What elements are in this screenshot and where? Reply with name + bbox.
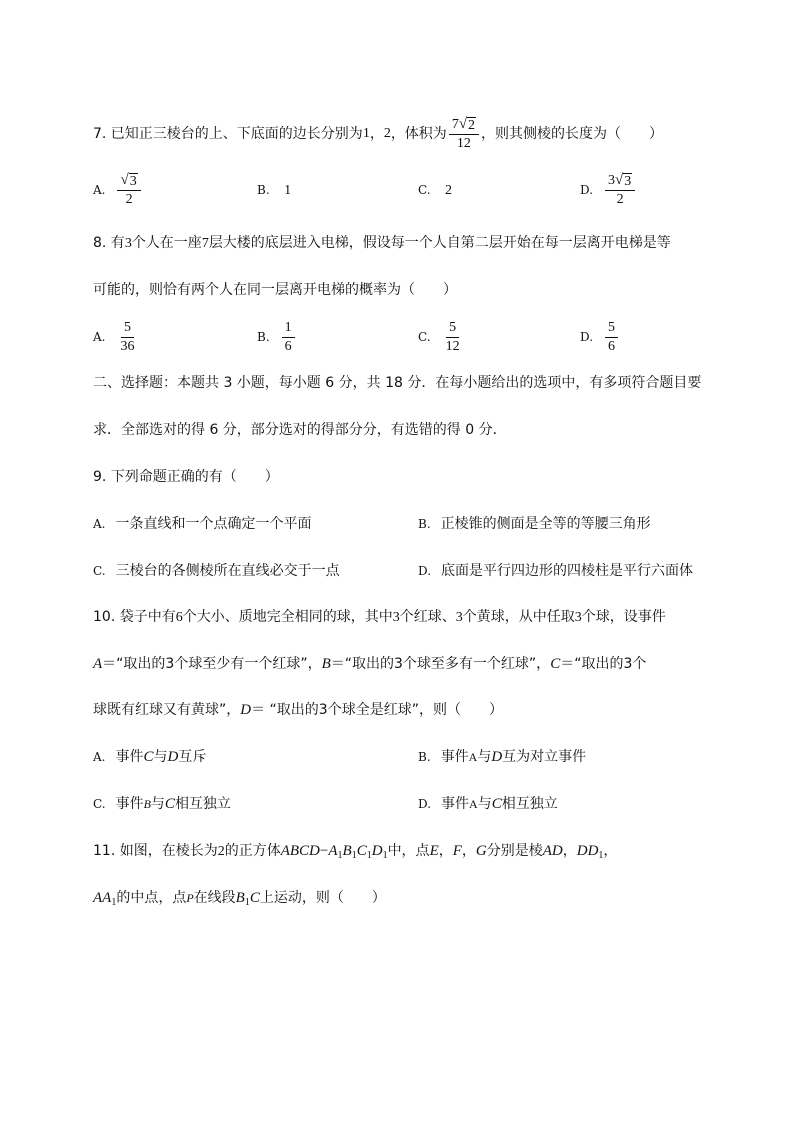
q10-text-a: 10. 袋子中有 — [93, 609, 176, 625]
option-label: B. — [418, 517, 431, 531]
option-post: 互斥 — [178, 749, 207, 765]
segment-b1c — [236, 890, 260, 906]
subscript-1: 1 — [351, 850, 357, 861]
vertex-a1: A — [328, 843, 338, 859]
q10-text-d: 个黄球，从中任取 — [462, 609, 575, 625]
option-pre: 事件 — [441, 796, 470, 812]
point-p: P — [186, 891, 194, 905]
numerator: 1 — [282, 319, 295, 338]
subscript-1: 1 — [598, 850, 604, 861]
option-pre: 事件 — [440, 749, 469, 765]
q11-stem-line1 — [93, 841, 617, 866]
subscript-1: 1 — [244, 897, 250, 908]
q9-stem: 9. 下列命题正确的有（ ） — [93, 469, 279, 485]
q10-stem-line2 — [93, 654, 646, 674]
option-event-1: A — [469, 797, 478, 811]
q7-option-b-value: 1 — [284, 183, 292, 198]
denominator: 6 — [608, 338, 616, 354]
q7-volume-radicand: 2 — [468, 118, 476, 133]
point-e: E — [429, 843, 439, 859]
q10-option-a[interactable] — [93, 747, 206, 767]
option-event-1: C — [143, 749, 154, 765]
vertex-b1: B — [342, 843, 352, 859]
option-event-1: B — [143, 797, 151, 811]
comma: ， — [438, 843, 453, 859]
q7-option-a[interactable] — [93, 170, 143, 210]
denominator: 6 — [284, 338, 292, 354]
numerator: 5 — [446, 319, 459, 338]
q10-text-c: 个红球、 — [399, 609, 456, 625]
subscript-1: 1 — [337, 850, 343, 861]
option-label: C. — [93, 564, 106, 578]
option-text: 一条直线和一个点确定一个平面 — [115, 516, 312, 532]
option-label: A. — [93, 517, 106, 531]
q11-line2-text-b: 在线段 — [193, 890, 236, 906]
q8-option-d[interactable] — [580, 317, 620, 357]
q7-option-c[interactable] — [418, 180, 452, 201]
numerator: 5 — [121, 319, 134, 338]
q8-stem-line1 — [93, 233, 671, 254]
subscript-1: 1 — [382, 850, 388, 861]
q9-option-d[interactable] — [418, 561, 693, 581]
option-label: D. — [418, 797, 432, 811]
q11-prefix: 11. 如图，在棱长为 — [93, 843, 218, 859]
vertex-d1: D — [371, 843, 383, 859]
q8-text-a: 8. 有 — [93, 235, 125, 251]
q10-n-draw: 3 — [574, 610, 582, 625]
q8-option-a[interactable] — [93, 317, 139, 357]
option-mid: 与 — [477, 749, 492, 765]
option-text: 三棱台的各侧棱所在直线必交于一点 — [115, 563, 340, 579]
edge-aa-letters: AA — [93, 890, 112, 906]
q11-line2-text-a: 的中点，点 — [116, 890, 187, 906]
option-post: 互为对立事件 — [502, 749, 587, 765]
q7-option-d-fraction — [605, 171, 635, 209]
q7-volume-numerator — [449, 115, 479, 135]
q8-num-people: 3 — [124, 236, 132, 251]
edge-dd1 — [577, 843, 604, 859]
option-mid: 与 — [477, 796, 492, 812]
cube-dash: − — [319, 843, 329, 859]
comma: ， — [562, 843, 577, 859]
q7-top-edge: 1 — [362, 126, 370, 141]
q8-text-c: 层大楼的底层进入电梯，假设每一个人自第二层开始在每一层离开电梯是等 — [208, 235, 671, 251]
q7-option-a-radicand: 3 — [129, 174, 137, 189]
q7-stem — [93, 114, 663, 154]
event-c-definition: ＝“取出的3个 — [560, 656, 647, 672]
q7-volume-coef: 7 — [451, 117, 459, 132]
option-label: D. — [580, 330, 594, 344]
subscript-1: 1 — [366, 850, 372, 861]
option-label: B. — [257, 330, 270, 344]
q9-option-c[interactable] — [93, 561, 340, 581]
edge-ad: AD — [542, 843, 563, 859]
q7-separator: ， — [369, 126, 384, 142]
event-b-symbol: B — [321, 656, 331, 672]
q11-stem-line2 — [93, 888, 386, 913]
q8-option-c[interactable] — [418, 317, 465, 357]
event-c-symbol: C — [550, 656, 561, 672]
option-label: C. — [418, 330, 431, 344]
q11-edge-length: 2 — [217, 844, 225, 859]
q10-option-b[interactable] — [418, 747, 586, 767]
option-pre: 事件 — [115, 796, 144, 812]
q11-of-edges-text: 分别是棱 — [486, 843, 543, 859]
q7-option-a-fraction — [117, 171, 140, 209]
q7-option-d-denominator: 2 — [616, 192, 624, 207]
option-label: A. — [93, 330, 106, 344]
q7-option-b[interactable] — [257, 180, 291, 201]
comma: ， — [603, 843, 618, 859]
option-text: 正棱锥的侧面是全等的等腰三角形 — [440, 516, 651, 532]
option-label: A. — [93, 750, 106, 764]
option-label: D. — [418, 564, 432, 578]
option-event-2: D — [167, 749, 179, 765]
q8-floors: 7 — [201, 236, 209, 251]
subscript-1: 1 — [111, 897, 117, 908]
q10-text-e: 个球，设事件 — [581, 609, 666, 625]
option-label: B. — [418, 750, 431, 764]
segment-b: B — [235, 890, 245, 906]
q10-line3-text-b: ＝ “取出的3个球全是红球”，则（ ） — [251, 702, 503, 718]
q7-mid-text: ，体积为 — [390, 126, 447, 142]
q7-option-c-value: 2 — [445, 183, 453, 198]
sqrt-icon: √ — [615, 172, 624, 188]
q7-option-d[interactable] — [580, 170, 637, 210]
numerator: 5 — [605, 319, 618, 338]
q7-bottom-edge: 2 — [383, 126, 391, 141]
q11-line2-text-c: 上运动，则（ ） — [259, 890, 386, 906]
q11-mid-text: 的正方体 — [224, 843, 281, 859]
event-d-symbol: D — [240, 702, 252, 718]
q10-line3-text-a: 球既有红球又有黄球”， — [93, 702, 241, 718]
q11-cube-name — [281, 843, 388, 859]
q7-option-a-denominator: 2 — [125, 192, 133, 207]
q10-option-c[interactable] — [93, 794, 231, 814]
q8-stem-line2: 可能的，则恰有两个人在同一层离开电梯的概率为（ ） — [93, 282, 457, 298]
option-pre: 事件 — [115, 749, 144, 765]
option-event-2: C — [164, 796, 175, 812]
q7-volume-fraction — [449, 115, 479, 153]
q9-option-b[interactable] — [418, 514, 651, 534]
q10-option-d[interactable] — [418, 794, 558, 814]
option-label: C. — [93, 797, 106, 811]
event-b-definition: ＝“取出的3个球至多有一个红球”， — [330, 656, 551, 672]
q9-option-a[interactable] — [93, 514, 311, 534]
denominator: 36 — [120, 338, 135, 354]
edge-aa1 — [93, 890, 116, 906]
q8-option-a-fraction — [117, 319, 137, 356]
q7-volume-denominator: 12 — [456, 136, 471, 151]
q8-option-b[interactable] — [257, 317, 297, 357]
denominator: 12 — [445, 338, 460, 354]
sqrt-icon: √ — [120, 172, 129, 188]
option-post: 相互独立 — [501, 796, 558, 812]
option-mid: 与 — [153, 749, 168, 765]
edge-dd-letters: DD — [576, 843, 599, 859]
option-label: C. — [418, 183, 431, 197]
event-a-symbol: A — [93, 656, 103, 672]
q7-option-d-radicand: 3 — [624, 174, 632, 189]
option-event-1: A — [468, 750, 478, 764]
q8-option-b-fraction — [282, 319, 295, 356]
section2-instructions-line1: 二、选择题：本题共 3 小题，每小题 6 分，共 18 分．在每小题给出的选项中，有多项符合题目要 — [93, 375, 702, 391]
q7-suffix: ，则其侧棱的长度为（ ） — [481, 126, 664, 142]
q7-prefix: 7. 已知正三棱台的上、下底面的边长分别为 — [93, 126, 363, 142]
q8-option-c-fraction — [443, 319, 463, 356]
q10-n-yellow: 3 — [455, 610, 463, 625]
sqrt-icon: √ — [458, 116, 468, 132]
option-post: 相互独立 — [174, 796, 231, 812]
section2-instructions-line2: 求．全部选对的得 6 分，部分选对的得部分分，有选错的得 0 分． — [93, 422, 507, 438]
option-mid: 与 — [150, 796, 165, 812]
option-label: A. — [93, 183, 106, 197]
option-event-2: C — [491, 796, 502, 812]
q10-stem-line1 — [93, 607, 666, 628]
segment-c: C — [249, 890, 260, 906]
q10-stem-line3 — [93, 700, 503, 720]
q10-text-b: 个大小、质地完全相同的球，其中 — [182, 609, 393, 625]
point-g: G — [475, 843, 487, 859]
event-a-definition: ＝“取出的3个球至少有一个红球”， — [102, 656, 322, 672]
point-f: F — [452, 843, 462, 859]
vertex-c1: C — [356, 843, 367, 859]
q8-text-b: 个人在一座 — [131, 235, 202, 251]
cube-base-name: ABCD — [280, 843, 320, 859]
q7-option-d-coef: 3 — [608, 173, 616, 188]
comma: ， — [461, 843, 476, 859]
option-event-2: D — [491, 749, 503, 765]
option-label: D. — [580, 183, 594, 197]
q10-n-total: 6 — [175, 610, 183, 625]
q10-n-red: 3 — [392, 610, 400, 625]
q8-option-d-fraction — [605, 319, 618, 356]
option-label: B. — [257, 183, 270, 197]
option-text: 底面是平行四边形的四棱柱是平行六面体 — [441, 563, 694, 579]
q11-points-text: 中，点 — [387, 843, 430, 859]
